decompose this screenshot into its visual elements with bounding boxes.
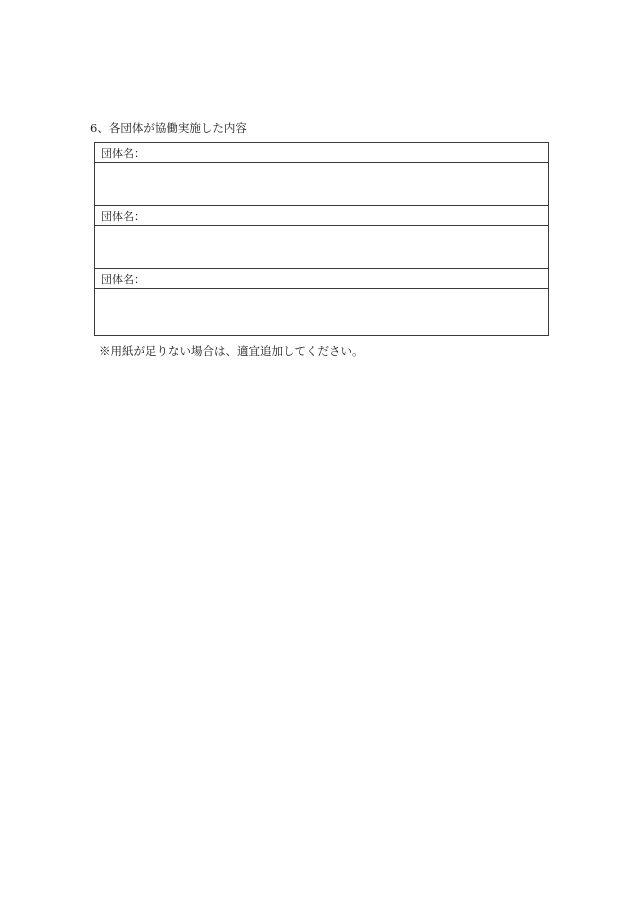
group-activity-table <box>94 142 549 336</box>
group-content-cell-2[interactable] <box>95 226 549 269</box>
group-name-cell-1[interactable]: 団体名： <box>95 143 549 163</box>
group-name-cell-2[interactable]: 団体名： <box>95 206 549 226</box>
group-content-cell-1[interactable] <box>95 163 549 206</box>
group-name-row-3 <box>95 269 549 289</box>
group-content-row-2 <box>95 226 549 269</box>
group-content-row-3 <box>95 289 549 336</box>
section-heading: 6、各団体が協働実施した内容 <box>90 121 247 135</box>
group-name-cell-3[interactable]: 団体名： <box>95 269 549 289</box>
group-name-row-1 <box>95 143 549 163</box>
group-content-row-1 <box>95 163 549 206</box>
group-name-row-2 <box>95 206 549 226</box>
footnote: ※用紙が足りない場合は、適宜追加してください。 <box>99 344 364 358</box>
group-content-cell-3[interactable] <box>95 289 549 336</box>
